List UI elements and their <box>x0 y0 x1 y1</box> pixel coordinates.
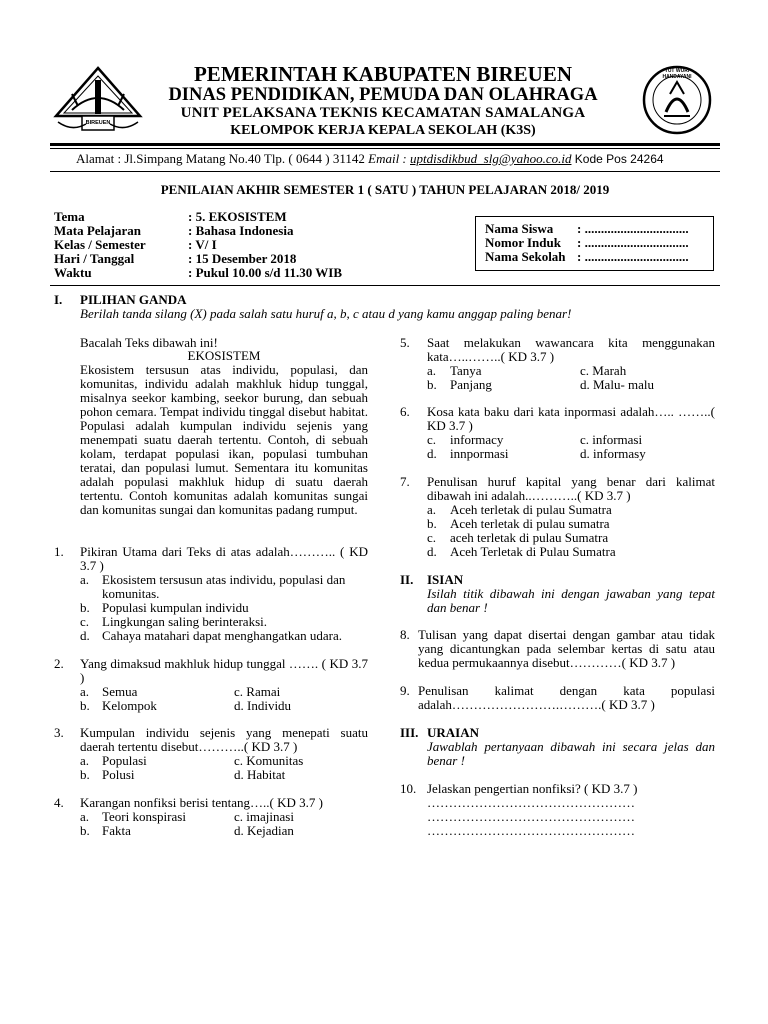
text-info-4-label: Waktu <box>54 265 92 280</box>
text-info-1-label: Mata Pelajaran <box>54 223 142 238</box>
option-d[interactable]: innpormasi <box>450 446 509 461</box>
question-3 <box>54 726 368 786</box>
student-school-row[interactable] <box>485 249 689 264</box>
reading-title: EKOSISTEM <box>187 348 261 363</box>
option-d[interactable]: Aceh Terletak di Pulau Sumatra <box>450 544 616 559</box>
text-q1-options-1-l: b. <box>80 600 90 615</box>
question-text: Pikiran Utama dari Teks di atas adalah……….. ( KD 3.7 ) <box>80 544 368 573</box>
text-student_box-1-value: : ................................ <box>577 235 689 250</box>
option-d[interactable]: d. Kejadian <box>234 823 294 838</box>
section1-title: PILIHAN GANDA <box>80 292 187 307</box>
question-text: Saat melakukan wawancara kita menggunakan kata…..……..( KD 3.7 ) <box>427 335 715 364</box>
text-student_box-2-label: Nama Sekolah <box>485 249 566 264</box>
question-number: 8. <box>400 627 410 642</box>
text-q3-options-2-l: b. <box>80 767 90 782</box>
option-c[interactable]: informacy <box>450 432 504 447</box>
option-b[interactable]: Fakta <box>102 823 131 838</box>
option-a[interactable]: Aceh terletak di pulau Sumatra <box>450 502 612 517</box>
text-student_box-0-value: : ................................ <box>577 221 689 236</box>
section3-instruction: Jawablah pertanyaan dibawah ini secara jelas dan benar ! <box>427 739 715 768</box>
text-info-3-value: : 15 Desember 2018 <box>188 251 297 266</box>
reading-text: Ekosistem tersusun atas individu, populasi, dan komunitas, individu adalah makhluk hidup tunggal, misalnya seekor kambing, seekor burung, dan sebuah pohon cemara. Tempat individu tinggal disebut habitat. Populasi adalah kumpulan individu sejenis yang menempati suatu daerah tertentu. Contoh, di sebuah kolam, terdapat populasi ikan, populasi tumbuhan teratai, dan populasi lumut. Sementara itu komunitas adalah populasi makhluk hidup di suatu daerah tertentu. Contoh komunitas adalah komunitas sungai dan komunitas sungai dan komunitas padang rumput. <box>80 362 368 517</box>
question-number: 4. <box>54 795 64 810</box>
question-number: 1. <box>54 544 64 559</box>
option-d[interactable]: d. Habitat <box>234 767 286 782</box>
info-row-tanggal <box>54 252 434 266</box>
option-c[interactable]: c. Komunitas <box>234 753 304 768</box>
question-number: 3. <box>54 725 64 740</box>
text-q6-options-2-l: d. <box>427 446 437 461</box>
student-identity-box <box>475 216 714 271</box>
answer-line-2[interactable]: ………………………………………… <box>427 809 635 824</box>
question-10 <box>400 782 715 842</box>
answer-line-1[interactable]: ………………………………………… <box>427 795 635 810</box>
question-4 <box>54 796 368 842</box>
option-d[interactable]: d. Individu <box>234 698 292 713</box>
option-b[interactable]: Panjang <box>450 377 492 392</box>
option-c[interactable]: c. Ramai <box>234 684 281 699</box>
text-q7-options-3-l: d. <box>427 544 437 559</box>
option-c[interactable]: Lingkungan saling berinteraksi. <box>102 614 267 629</box>
option-b[interactable]: Aceh terletak di pulau sumatra <box>450 516 610 531</box>
question-6 <box>400 405 715 465</box>
text-student_box-0-label: Nama Siswa <box>485 221 554 236</box>
option-c[interactable]: c. imajinasi <box>234 809 294 824</box>
text-q5-options-0-l: a. <box>427 363 437 378</box>
text-q5-options-2-l: b. <box>427 377 437 392</box>
text-info-3-label: Hari / Tanggal <box>54 251 135 266</box>
text-q2-options-2-l: b. <box>80 698 90 713</box>
option-d-right[interactable]: d. informasy <box>580 446 646 461</box>
exam-info <box>54 210 434 280</box>
option-a[interactable]: Populasi <box>102 753 147 768</box>
option-a[interactable]: Tanya <box>450 363 482 378</box>
info-row-waktu <box>54 266 434 280</box>
question-2 <box>54 657 368 717</box>
question-number: 9. <box>400 683 410 698</box>
question-number: 2. <box>54 656 64 671</box>
option-d[interactable]: Cahaya matahari dapat menghangatkan udara. <box>102 628 343 643</box>
question-9 <box>400 684 715 714</box>
question-number: 10. <box>400 781 417 796</box>
text-q1-options-0-l: a. <box>80 572 90 587</box>
text-q1-options-2-l: c. <box>80 614 90 629</box>
student-number-row[interactable] <box>485 235 689 250</box>
text-q7-options-1-l: b. <box>427 516 437 531</box>
text-student_box-2-value: : ................................ <box>577 249 689 264</box>
question-text: Penulisan huruf kapital yang benar dari kalimat dibawah ini adalah..………..( KD 3.7 ) <box>427 474 715 503</box>
option-a[interactable]: Ekosistem tersusun atas individu, populasi dan komunitas. <box>102 572 346 601</box>
address-line <box>76 152 664 166</box>
header-line-4: KELOMPOK KERJA KEPALA SEKOLAH (K3S) <box>230 123 536 138</box>
header-line-2: DINAS PENDIDIKAN, PEMUDA DAN OLAHRAGA <box>168 85 598 105</box>
text-info-1-value: : Bahasa Indonesia <box>188 223 294 238</box>
text-q4-options-0-l: a. <box>80 809 90 824</box>
question-text: Karangan nonfiksi berisi tentang…..( KD 3.7 ) <box>80 795 323 810</box>
section2-title: ISIAN <box>427 572 464 587</box>
header-rule-thick <box>50 143 720 146</box>
option-a[interactable]: Teori konspirasi <box>102 809 186 824</box>
info-rule <box>50 285 720 286</box>
section3-number: III. <box>400 725 419 740</box>
email-label: Email : <box>368 151 411 166</box>
question-number: 7. <box>400 474 410 489</box>
section1-instruction: Berilah tanda silang (X) pada salah satu huruf a, b, c atau d yang kamu anggap paling benar! <box>80 306 572 321</box>
text-info-0-label: Tema <box>54 209 85 224</box>
left-logo-text: BIREUEN <box>85 120 111 126</box>
text-q7-options-0-l: a. <box>427 502 437 517</box>
answer-line-3[interactable]: ………………………………………… <box>427 823 635 838</box>
text-q7-options-2-l: c. <box>427 530 437 545</box>
section2-number: II. <box>400 572 414 587</box>
option-c[interactable]: c. Marah <box>580 363 627 378</box>
option-b[interactable]: Polusi <box>102 767 135 782</box>
student-name-row[interactable] <box>485 221 689 236</box>
question-text: Kumpulan individu sejenis yang menepati suatu daerah tertentu disebut………..( KD 3.7 ) <box>80 725 368 754</box>
question-8 <box>400 628 715 674</box>
text-q1-options-3-l: d. <box>80 628 90 643</box>
question-5 <box>400 336 715 396</box>
info-row-kelas <box>54 238 434 252</box>
option-d[interactable]: d. Malu- malu <box>580 377 655 392</box>
text-info-0-value: : 5. EKOSISTEM <box>188 209 287 224</box>
exam-title: PENILAIAN AKHIR SEMESTER 1 ( SATU ) TAHUN PELAJARAN 2018/ 2019 <box>160 182 610 197</box>
question-7 <box>400 475 715 565</box>
email-link[interactable]: uptdisdikbud_slg@yahoo.co.id <box>410 151 572 166</box>
right-logo <box>640 64 714 136</box>
text-q3-options-0-l: a. <box>80 753 90 768</box>
info-row-mapel <box>54 224 434 238</box>
text-info-4-value: : Pukul 10.00 s/d 11.30 WIB <box>188 265 343 280</box>
question-text: Yang dimaksud makhluk hidup tunggal ……. ( KD 3.7 ) <box>80 656 368 685</box>
section2-instruction: Isilah titik dibawah ini dengan jawaban yang tepat dan benar ! <box>427 586 715 615</box>
left-logo <box>52 66 144 136</box>
question-1 <box>54 545 368 645</box>
right-logo-text: TUT WURI HANDAYANI <box>662 68 692 80</box>
header-rule-thin <box>50 148 720 149</box>
text-q2-options-0-l: a. <box>80 684 90 699</box>
question-number: 6. <box>400 404 410 419</box>
text-q6-options-0-l: c. <box>427 432 437 447</box>
header-line-1: PEMERINTAH KABUPATEN BIREUEN <box>193 62 573 86</box>
question-text: Penulisan kalimat dengan kata populasi adalah…………………….……….( KD 3.7 ) <box>418 683 715 712</box>
text-info-2-value: : V/ I <box>188 237 217 252</box>
section1-number: I. <box>54 292 63 307</box>
option-b[interactable]: Kelompok <box>102 698 157 713</box>
postcode-text: Kode Pos 24264 <box>571 152 664 166</box>
option-c-right[interactable]: c. informasi <box>580 432 643 447</box>
option-b[interactable]: Populasi kumpulan individu <box>102 600 249 615</box>
question-text: Jelaskan pengertian nonfiksi? ( KD 3.7 ) <box>427 781 638 796</box>
info-row-tema <box>54 210 434 224</box>
section3-title: URAIAN <box>427 725 479 740</box>
address-rule <box>50 171 720 172</box>
reading-intro: Bacalah Teks dibawah ini! <box>80 335 218 350</box>
address-text: Alamat : Jl.Simpang Matang No.40 Tlp. ( 0644 ) 31142 <box>76 151 369 166</box>
text-info-2-label: Kelas / Semester <box>54 237 146 252</box>
text-student_box-1-label: Nomor Induk <box>485 235 561 250</box>
text-q4-options-2-l: b. <box>80 823 90 838</box>
header-line-3: UNIT PELAKSANA TEKNIS KECAMATAN SAMALANGA <box>180 105 586 121</box>
option-c[interactable]: aceh terletak di pulau Sumatra <box>450 530 609 545</box>
question-text: Kosa kata baku dari kata inpormasi adalah….. ……..( KD 3.7 ) <box>427 404 715 433</box>
question-text: Tulisan yang dapat disertai dengan gambar atau tidak yang dicantungkan pada selembar kertas di satu atau kedua permukaannya disebut…………( KD 3.7 ) <box>418 627 715 670</box>
question-number: 5. <box>400 335 410 350</box>
option-a[interactable]: Semua <box>102 684 138 699</box>
